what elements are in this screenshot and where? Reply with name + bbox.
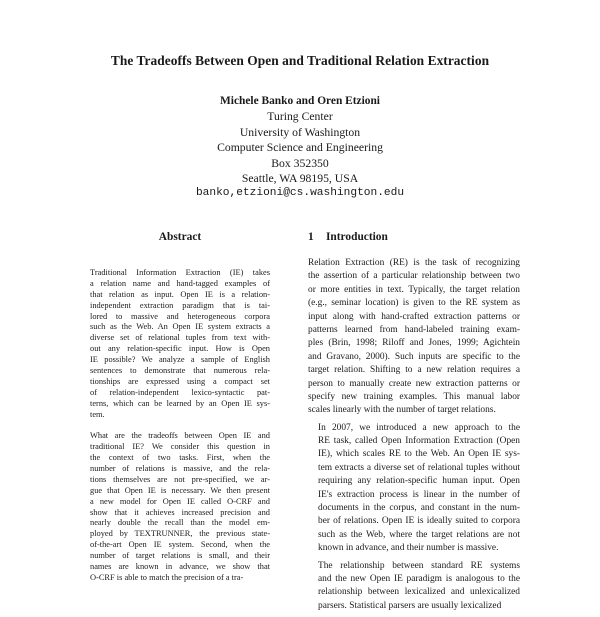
affiliation-line: Turing Center (267, 110, 333, 124)
text-line: parsers. Statistical parsers are usually lexicalized (318, 600, 502, 611)
text-line: the assertion of a particular relationship between two (308, 271, 520, 282)
text-line: (e.g., seminar location) is given to the RE system as (308, 298, 520, 309)
text-line: or more entities in text. Typically, the target relation (308, 284, 520, 295)
text-line: What are the tradeoffs between Open IE and (90, 431, 270, 441)
affiliation-line: University of Washington (239, 125, 361, 139)
text-line: RE task, called Open Information Extraction (Open (318, 436, 520, 447)
text-line: of relation-independent lexico-syntactic pat- (90, 387, 270, 397)
text-line: tem. (90, 409, 105, 419)
section-heading (308, 228, 520, 243)
text-line: tionships are expressed using a compact set (90, 376, 270, 386)
text-line: tions themselves are not pre-specified, we ar- (90, 474, 270, 484)
affiliation-line: Computer Science and Engineering (217, 141, 383, 155)
author-names: Michele Banko and Oren Etzioni (220, 95, 380, 107)
paper-title: The Tradeoffs Between Open and Traditional Relation Extraction (110, 53, 490, 68)
text-line: ples (Brin, 1998; Riloff and Jones, 1999; Agichtein (308, 338, 520, 349)
author-email: banko,etzioni@cs.washington.edu (195, 187, 405, 200)
abstract-paragraph (90, 268, 270, 420)
text-line: number of target relations is small, and their (90, 551, 270, 561)
intro-paragraph (308, 257, 520, 418)
text-line: nearly double the recall than the model em- (90, 518, 270, 528)
text-line: ber of relations. Open IE is ideally suited to corpora (318, 516, 520, 527)
text-line: In 2007, we introduced a new approach to the (318, 422, 520, 433)
text-line: relationship between lexicalized and unlexicalized (318, 587, 520, 598)
text-line: ployed by TEXTRUNNER, the previous state- (90, 529, 270, 539)
text-line: person to manually create new extraction patterns or (308, 378, 520, 389)
text-line: terns, which can be learned by an Open IE sys- (90, 398, 270, 408)
text-line: independent extraction paradigm that is tai- (90, 300, 270, 310)
text-line: a new model for Open IE called O-CRF and (90, 496, 270, 506)
text-line: and Gravano, 2000). Such inputs are specific to the (308, 351, 520, 362)
text-line: patterns learned from hand-labeled training exam- (308, 324, 520, 335)
text-line: tem extracts a diverse set of relational tuples without (318, 462, 520, 473)
intro-paragraph (308, 422, 520, 556)
text-line: IE), which scales RE to the Web. An Open IE sys- (318, 449, 520, 460)
text-line: target relation. Shifting to a new relation requires a (308, 365, 520, 376)
text-line: and the new Open IE paradigm is analogous to the (318, 573, 520, 584)
affiliation-line: Seattle, WA 98195, USA (241, 172, 359, 186)
text-line: show that it achieves increased precision and (90, 507, 270, 517)
right-column (308, 228, 520, 617)
section-number: 1 (308, 231, 314, 243)
text-line: O-CRF is able to match the precision of a tra- (90, 572, 244, 582)
text-line: diverse set of relational tuples from text with- (90, 333, 270, 343)
text-line: such as the Web, where the target relations are not (318, 529, 520, 540)
text-line: number of relations is massive, and the rela- (90, 464, 270, 474)
text-line: documents in the corpus, and constant in the num- (318, 503, 520, 514)
text-line: scales linearly with the number of target relations. (308, 405, 496, 416)
text-line: of-the-art Open IE system. Second, when the (90, 540, 270, 550)
text-line: such as the Web. An Open IE system extracts a (90, 322, 270, 332)
affiliation-line: Box 352350 (271, 156, 329, 170)
text-line: traditional IE? We consider this question in (90, 442, 270, 452)
text-line: out any relation-specific input. How is Open (90, 344, 270, 354)
abstract-heading: Abstract (158, 231, 202, 243)
text-line: gue that Open IE is necessary. We then present (90, 485, 270, 495)
abstract-paragraph (90, 431, 270, 583)
section-title: Introduction (326, 231, 388, 243)
text-line: Traditional Information Extraction (IE) takes (90, 268, 270, 277)
text-line: a relation name and hand-tagged examples of (90, 278, 270, 288)
text-line: sentences to demonstrate that numerous rela- (90, 366, 270, 376)
text-line: The relationship between standard RE systems (318, 560, 520, 571)
text-line: IE possible? We analyze a sample of English (90, 355, 270, 365)
text-line: requiring any relation-specific human input. Open (318, 476, 520, 487)
author-block (0, 94, 600, 202)
text-line: input along with hand-crafted extraction patterns or (308, 311, 520, 322)
text-line: the context of two tasks. First, when the (90, 453, 270, 463)
text-line: lored to massive and heterogeneous corpora (90, 311, 270, 321)
text-line: that relation as input. Open IE is a relation- (90, 289, 270, 299)
text-line: Relation Extraction (RE) is the task of recognizing (308, 258, 520, 268)
intro-body (308, 257, 520, 613)
intro-paragraph (308, 560, 520, 614)
abstract-body (90, 268, 270, 584)
text-line: specify new training examples. This manual labor (308, 391, 520, 402)
left-column (90, 228, 270, 595)
text-line: IE's extraction process is linear in the number of (318, 489, 520, 500)
text-line: names are known in advance, we show that (90, 562, 270, 572)
text-line: known in advance, and their number is massive. (318, 543, 499, 554)
